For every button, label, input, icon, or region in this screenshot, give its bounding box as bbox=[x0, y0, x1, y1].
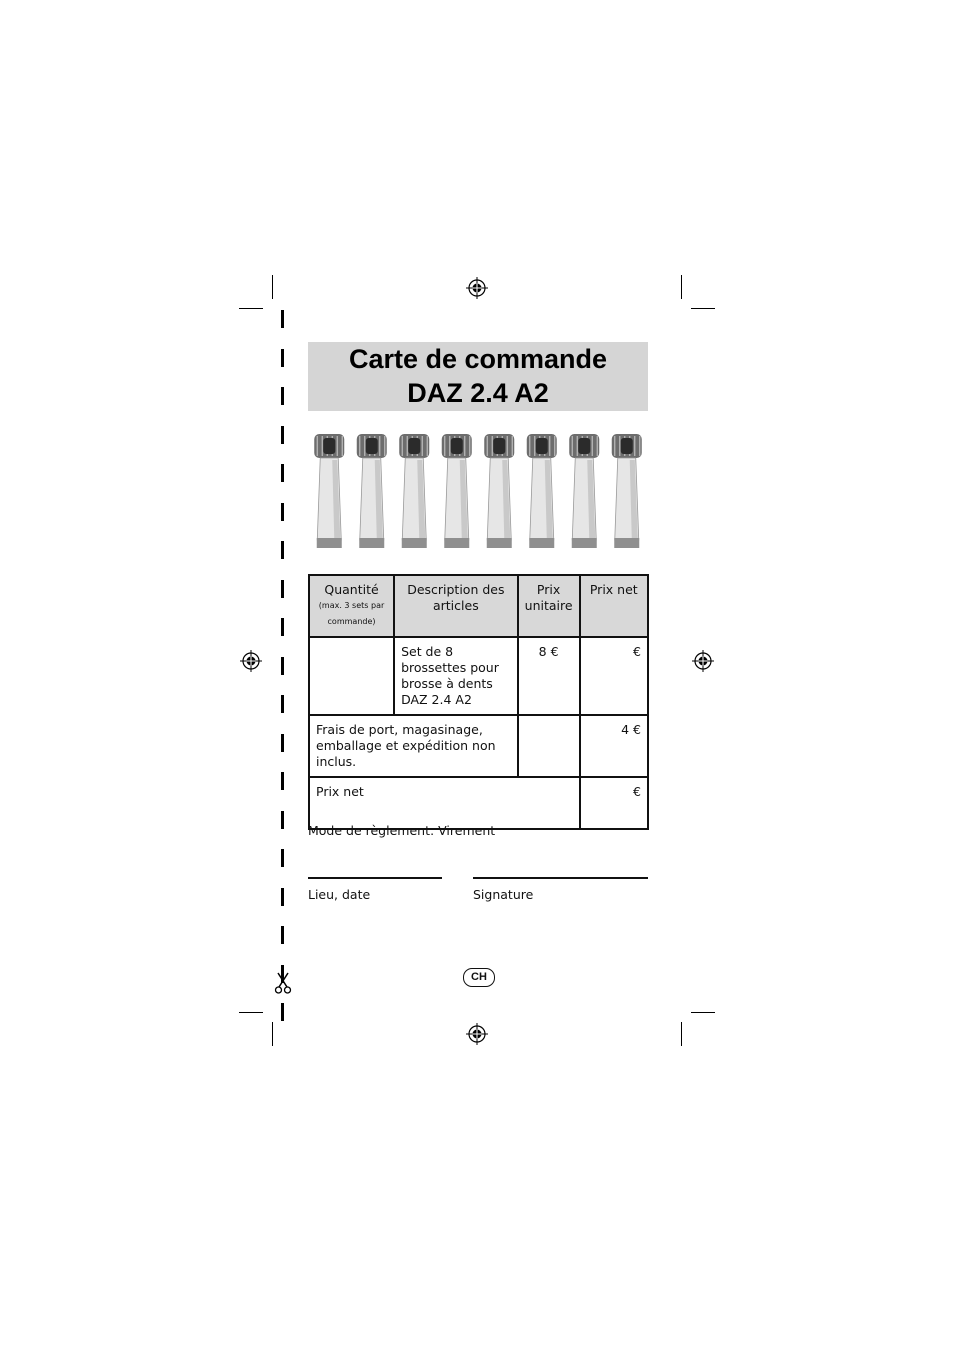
registration-mark-icon bbox=[240, 650, 262, 672]
item-description: Set de 8 brossettes pour brosse à dents DAZ 2.4 A2 bbox=[394, 637, 518, 715]
registration-mark-icon bbox=[466, 1023, 488, 1045]
cut-line-segment bbox=[281, 618, 284, 636]
payment-method: Mode de règlement: Virement bbox=[308, 823, 496, 838]
header-net-price: Prix net bbox=[580, 575, 648, 637]
cut-line-segment bbox=[281, 811, 284, 829]
cut-line-segment bbox=[281, 464, 284, 482]
crop-mark bbox=[239, 1012, 263, 1013]
crop-mark bbox=[691, 1012, 715, 1013]
cut-line-segment bbox=[281, 926, 284, 944]
brush-head-icon bbox=[314, 434, 344, 548]
brush-head-icon bbox=[399, 434, 429, 548]
cut-line-segment bbox=[281, 426, 284, 444]
shipping-description: Frais de port, magasinage, emballage et expédition non inclus. bbox=[309, 715, 518, 777]
title-line-2: DAZ 2.4 A2 bbox=[407, 378, 549, 408]
header-unit-price: Prix unitaire bbox=[518, 575, 580, 637]
place-date-label: Lieu, date bbox=[308, 887, 371, 902]
header-description: Description des articles bbox=[394, 575, 518, 637]
cut-line-segment bbox=[281, 849, 284, 867]
total-label: Prix net bbox=[309, 777, 580, 829]
crop-mark bbox=[681, 275, 682, 299]
cut-line-segment bbox=[281, 541, 284, 559]
item-quantity-cell[interactable] bbox=[309, 637, 394, 715]
brush-head-icon bbox=[527, 434, 557, 548]
title-line-1: Carte de commande bbox=[348, 344, 608, 374]
cut-line-segment bbox=[281, 888, 284, 906]
cut-line-segment bbox=[281, 503, 284, 521]
cut-line-segment bbox=[281, 772, 284, 790]
brush-head-icon bbox=[357, 434, 387, 548]
signature-label: Signature bbox=[473, 887, 534, 902]
brush-head-icon bbox=[484, 434, 514, 548]
brush-heads-image bbox=[308, 430, 648, 554]
header-quantity-label: Quantité bbox=[324, 582, 379, 597]
brush-head-icon bbox=[612, 434, 642, 548]
scissors-icon bbox=[274, 972, 292, 994]
shipping-net-price: 4 € bbox=[580, 715, 648, 777]
cut-line-segment bbox=[281, 349, 284, 367]
cut-line-segment bbox=[281, 1003, 284, 1021]
order-table bbox=[308, 574, 649, 830]
brush-head-icon bbox=[569, 434, 599, 548]
crop-mark bbox=[691, 308, 715, 309]
cut-line-segment bbox=[281, 387, 284, 405]
shipping-unit-price bbox=[518, 715, 580, 777]
table-row bbox=[309, 777, 648, 829]
registration-mark-icon bbox=[692, 650, 714, 672]
item-net-price[interactable]: € bbox=[580, 637, 648, 715]
cut-line-segment bbox=[281, 734, 284, 752]
cut-line-segment bbox=[281, 695, 284, 713]
country-badge: CH bbox=[463, 968, 495, 987]
crop-mark bbox=[272, 1022, 273, 1046]
crop-mark bbox=[272, 275, 273, 299]
registration-mark-icon bbox=[466, 277, 488, 299]
table-row bbox=[309, 715, 648, 777]
header-quantity-note: (max. 3 sets par commande) bbox=[318, 601, 385, 626]
header-quantity bbox=[309, 575, 394, 637]
item-unit-price: 8 € bbox=[518, 637, 580, 715]
crop-mark bbox=[239, 308, 263, 309]
cut-line-segment bbox=[281, 657, 284, 675]
brush-head-icon bbox=[442, 434, 472, 548]
signature-line[interactable] bbox=[473, 877, 648, 879]
page-title bbox=[308, 342, 648, 411]
cut-line-segment bbox=[281, 310, 284, 328]
table-header-row bbox=[309, 575, 648, 637]
total-net-price[interactable]: € bbox=[580, 777, 648, 829]
table-row bbox=[309, 637, 648, 715]
cut-line-segment bbox=[281, 580, 284, 598]
place-date-line[interactable] bbox=[308, 877, 442, 879]
crop-mark bbox=[681, 1022, 682, 1046]
